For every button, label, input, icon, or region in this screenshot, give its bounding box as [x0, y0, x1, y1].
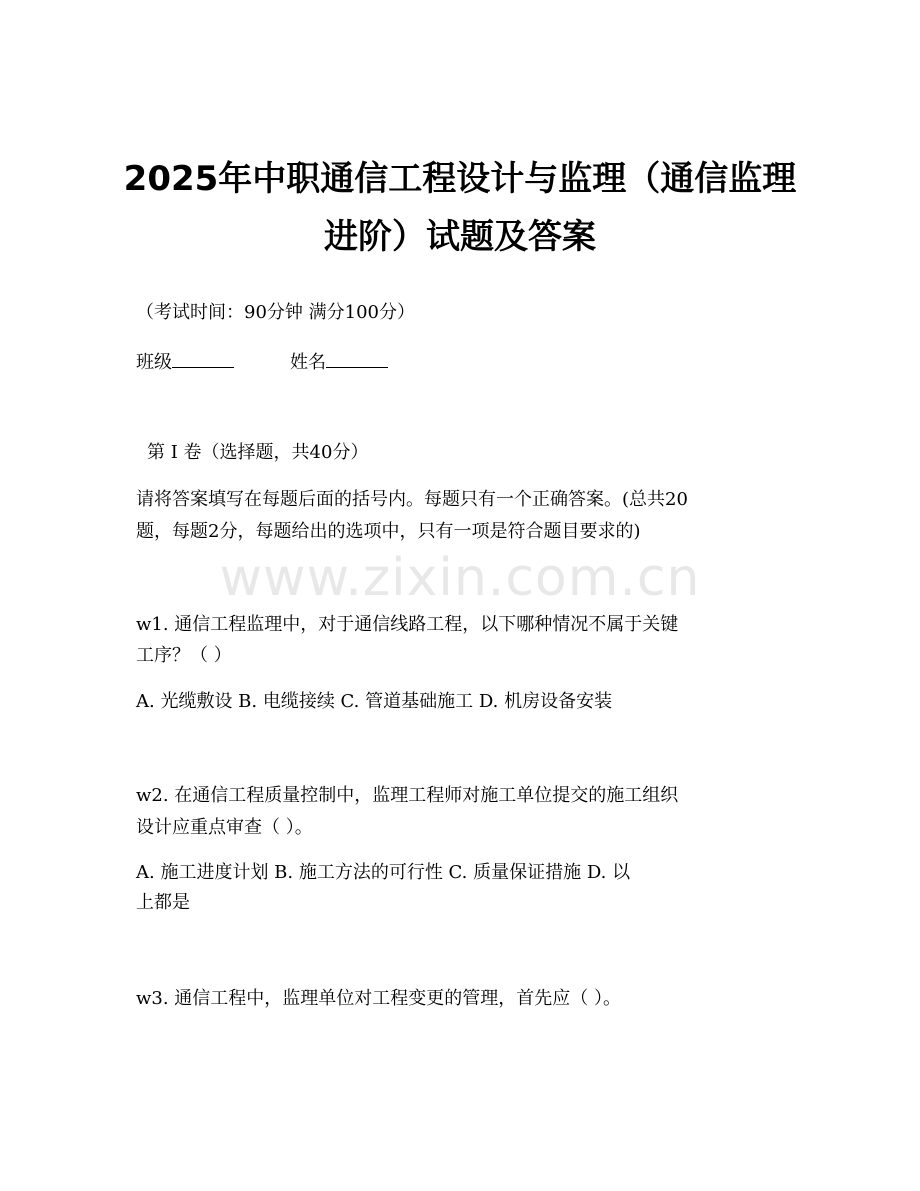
question-3-line-1: w3. 通信工程中，监理单位对工程变更的管理，首先应（ ）。 — [136, 988, 622, 1009]
question-2-options-line-1: A. 施工进度计划 B. 施工方法的可行性 C. 质量保证措施 D. 以 — [136, 862, 631, 883]
name-label: 姓名 — [290, 352, 326, 373]
title-line-1: 2025年中职通信工程设计与监理（通信监理 — [123, 159, 797, 199]
student-info-row — [136, 347, 786, 379]
question-2-options-line-2: 上都是 — [136, 892, 190, 913]
question-1-line-2: 工序？（ ） — [136, 645, 232, 666]
instructions-line-1: 请将答案填写在每题后面的括号内。每题只有一个正确答案。(总共20 — [136, 489, 688, 510]
instructions-line-2: 题，每题2分，每题给出的选项中，只有一项是符合题目要求的) — [136, 521, 641, 542]
question-2-line-2: 设计应重点审查（ ）。 — [136, 817, 313, 838]
watermark: www.zixin.com.cn — [219, 548, 701, 608]
document-title — [0, 150, 920, 266]
title-line-2: 进阶）试题及答案 — [324, 217, 596, 257]
class-blank[interactable] — [172, 347, 234, 368]
exam-info: （考试时间：90分钟 满分100分） — [136, 302, 415, 323]
question-2-line-1: w2. 在通信工程质量控制中，监理工程师对施工单位提交的施工组织 — [136, 785, 679, 806]
question-1-options: A. 光缆敷设 B. 电缆接续 C. 管道基础施工 D. 机房设备安装 — [136, 691, 613, 712]
section-title: 第 I 卷（选择题，共40分） — [147, 442, 369, 463]
name-blank[interactable] — [326, 347, 388, 368]
class-label: 班级 — [136, 352, 172, 373]
question-1-line-1: w1. 通信工程监理中，对于通信线路工程，以下哪种情况不属于关键 — [136, 614, 679, 635]
